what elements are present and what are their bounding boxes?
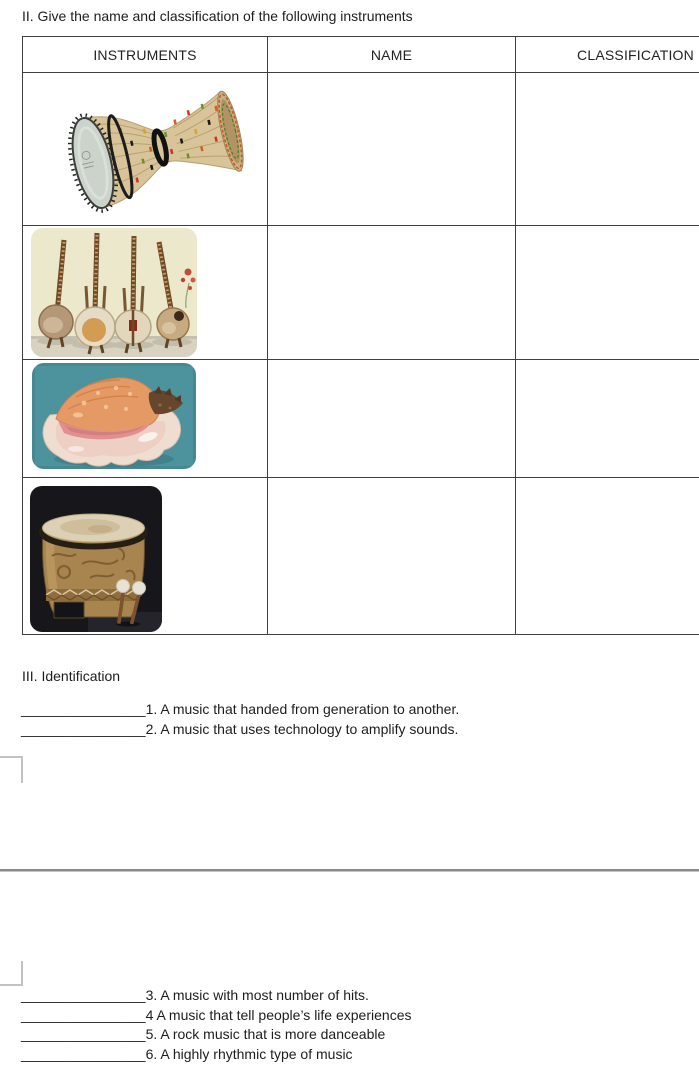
question-5-text: 5. A rock music that is more danceable [145, 1026, 386, 1042]
row2-classification-cell [516, 226, 699, 360]
column-header-instruments: INSTRUMENTS [23, 37, 268, 73]
question-1-text: 1. A music that handed from generation to another. [145, 701, 460, 717]
page1-bottom-margin-mark [0, 756, 23, 783]
row3-instrument-cell [23, 360, 268, 478]
carved-drum-image [30, 486, 162, 632]
djembe-drum-image [31, 79, 259, 219]
kora-instruments-image [31, 228, 197, 357]
conch-shell-image [32, 363, 196, 469]
question-5 [21, 1025, 411, 1045]
question-6-text: 6. A highly rhythmic type of music [145, 1045, 353, 1062]
question-2-text: 2. A music that uses technology to amplify sounds. [145, 720, 459, 737]
row3-classification-cell [516, 360, 699, 478]
answer-blank-4: ________________ [21, 1006, 146, 1023]
row2-instrument-cell [23, 226, 268, 360]
row4-classification-cell [516, 478, 699, 634]
row4-instrument-cell [23, 478, 268, 634]
question-4-text: 4 A music that tell people’s life experiences [145, 1006, 412, 1023]
row2-name-cell [268, 226, 516, 360]
question-3-text: 3. A music with most number of hits. [145, 987, 369, 1003]
question-3 [21, 986, 411, 1006]
column-header-name: NAME [268, 37, 516, 73]
identification-questions-3-6 [21, 986, 411, 1064]
row1-instrument-cell [23, 73, 268, 226]
answer-blank-1: ________________ [21, 701, 146, 717]
section-iii-heading: III. Identification [22, 668, 121, 684]
row1-name-cell [268, 73, 516, 226]
column-header-classification: CLASSIFICATION [516, 37, 699, 73]
question-4 [21, 1006, 411, 1026]
answer-blank-5: ________________ [21, 1026, 146, 1042]
question-1 [21, 700, 459, 720]
question-2 [21, 720, 459, 740]
row3-name-cell [268, 360, 516, 478]
identification-questions-1-2 [21, 700, 459, 739]
question-6 [21, 1045, 411, 1065]
answer-blank-3: ________________ [21, 987, 146, 1003]
row4-name-cell [268, 478, 516, 634]
section-ii-heading: II. Give the name and classification of the following instruments [22, 8, 413, 24]
page2-top-margin-mark [0, 961, 23, 986]
instruments-table [22, 36, 699, 635]
answer-blank-6: ________________ [21, 1045, 146, 1062]
page-break-divider [0, 869, 699, 872]
row1-classification-cell [516, 73, 699, 226]
answer-blank-2: ________________ [21, 720, 146, 737]
